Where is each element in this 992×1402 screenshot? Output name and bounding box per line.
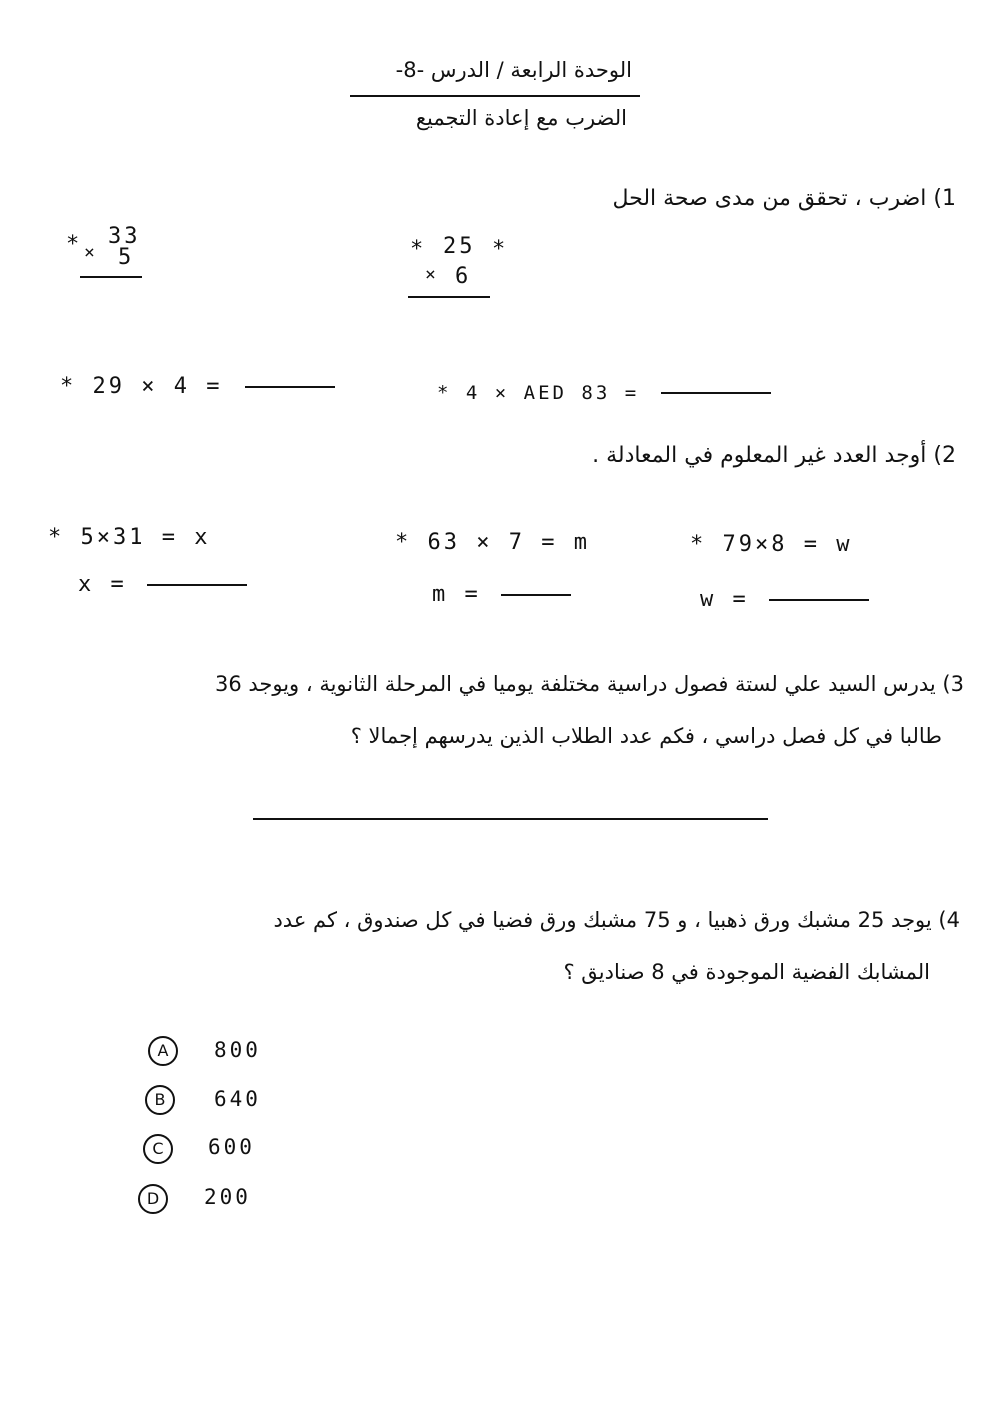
lesson-title: الضرب مع إعادة التجميع [415, 106, 627, 130]
q2-eq1: * 5×31 = x [48, 525, 211, 550]
q2-eq2-answer [432, 582, 571, 607]
q4-line2: المشابك الفضية الموجودة في 8 صناديق ؟ [563, 960, 930, 984]
q1-instruction: 1) اضرب ، تحقق من مدى صحة الحل [612, 186, 956, 211]
q1-p1-top: 33 [108, 224, 141, 249]
q2-eq1-answer-line[interactable] [147, 584, 247, 586]
q4-option-a-bubble[interactable]: A [148, 1036, 178, 1066]
q1-p3-text: * 29 × 4 = [60, 374, 223, 399]
q1-p4-text: * 4 × AED 83 = [437, 382, 640, 404]
q4-option-d-value: 200 [204, 1185, 251, 1209]
q4-option-c-bubble[interactable]: C [143, 1134, 173, 1164]
q1-p2-line [408, 296, 490, 298]
q1-p4-answer-line[interactable] [661, 392, 771, 394]
q1-p3-answer-line[interactable] [245, 386, 335, 388]
q2-eq3: * 79×8 = w [690, 532, 853, 557]
q1-problem-29x4 [60, 374, 335, 399]
q4-option-d-bubble[interactable]: D [138, 1184, 168, 1214]
q1-p1-line [80, 276, 142, 278]
q2-eq3-answer [700, 587, 869, 612]
q4-option-c-value: 600 [208, 1135, 255, 1159]
q2-eq1-answer-label: x = [78, 572, 127, 597]
q1-p2-star: * [410, 237, 427, 262]
q2-eq2-answer-line[interactable] [501, 594, 571, 596]
q4-option-a-value: 800 [214, 1038, 261, 1062]
q2-eq3-answer-line[interactable] [769, 599, 869, 601]
q3-line1: 3) يدرس السيد علي لستة فصول دراسية مختلفة يوميا في المرحلة الثانوية ، ويوجد 36 [214, 672, 964, 696]
q2-eq2-answer-label: m = [432, 582, 481, 607]
q3-line2: طالبا في كل فصل دراسي ، فكم عدد الطلاب الذين يدرسهم إجمالا ؟ [350, 724, 942, 748]
unit-lesson-heading: الوحدة الرابعة / الدرس -8- [395, 58, 632, 82]
q4-option-b-bubble[interactable]: B [145, 1085, 175, 1115]
q4-option-b-value: 640 [214, 1087, 261, 1111]
heading-underline [350, 95, 640, 97]
q1-problem-4xaed83 [437, 380, 771, 405]
q2-eq3-answer-label: w = [700, 587, 749, 612]
q1-p1-star: * [66, 232, 83, 257]
q2-instruction: 2) أوجد العدد غير المعلوم في المعادلة . [592, 443, 956, 468]
q1-p1-bottom: 5 [118, 245, 135, 270]
q1-p1-op: × [84, 242, 98, 263]
q4-line1: 4) يوجد 25 مشبك ورق ذهبيا ، و 75 مشبك ورق فضيا في كل صندوق ، كم عدد [273, 908, 960, 932]
q1-p2-star2: * [492, 237, 509, 262]
q1-p2-bottom: 6 [455, 264, 472, 289]
q2-eq1-answer [78, 572, 247, 597]
q3-answer-line[interactable] [253, 818, 768, 820]
q1-p2-top: 25 [443, 234, 476, 259]
q2-eq2: * 63 × 7 = m [395, 530, 590, 555]
q1-p2-op: × [425, 264, 439, 285]
